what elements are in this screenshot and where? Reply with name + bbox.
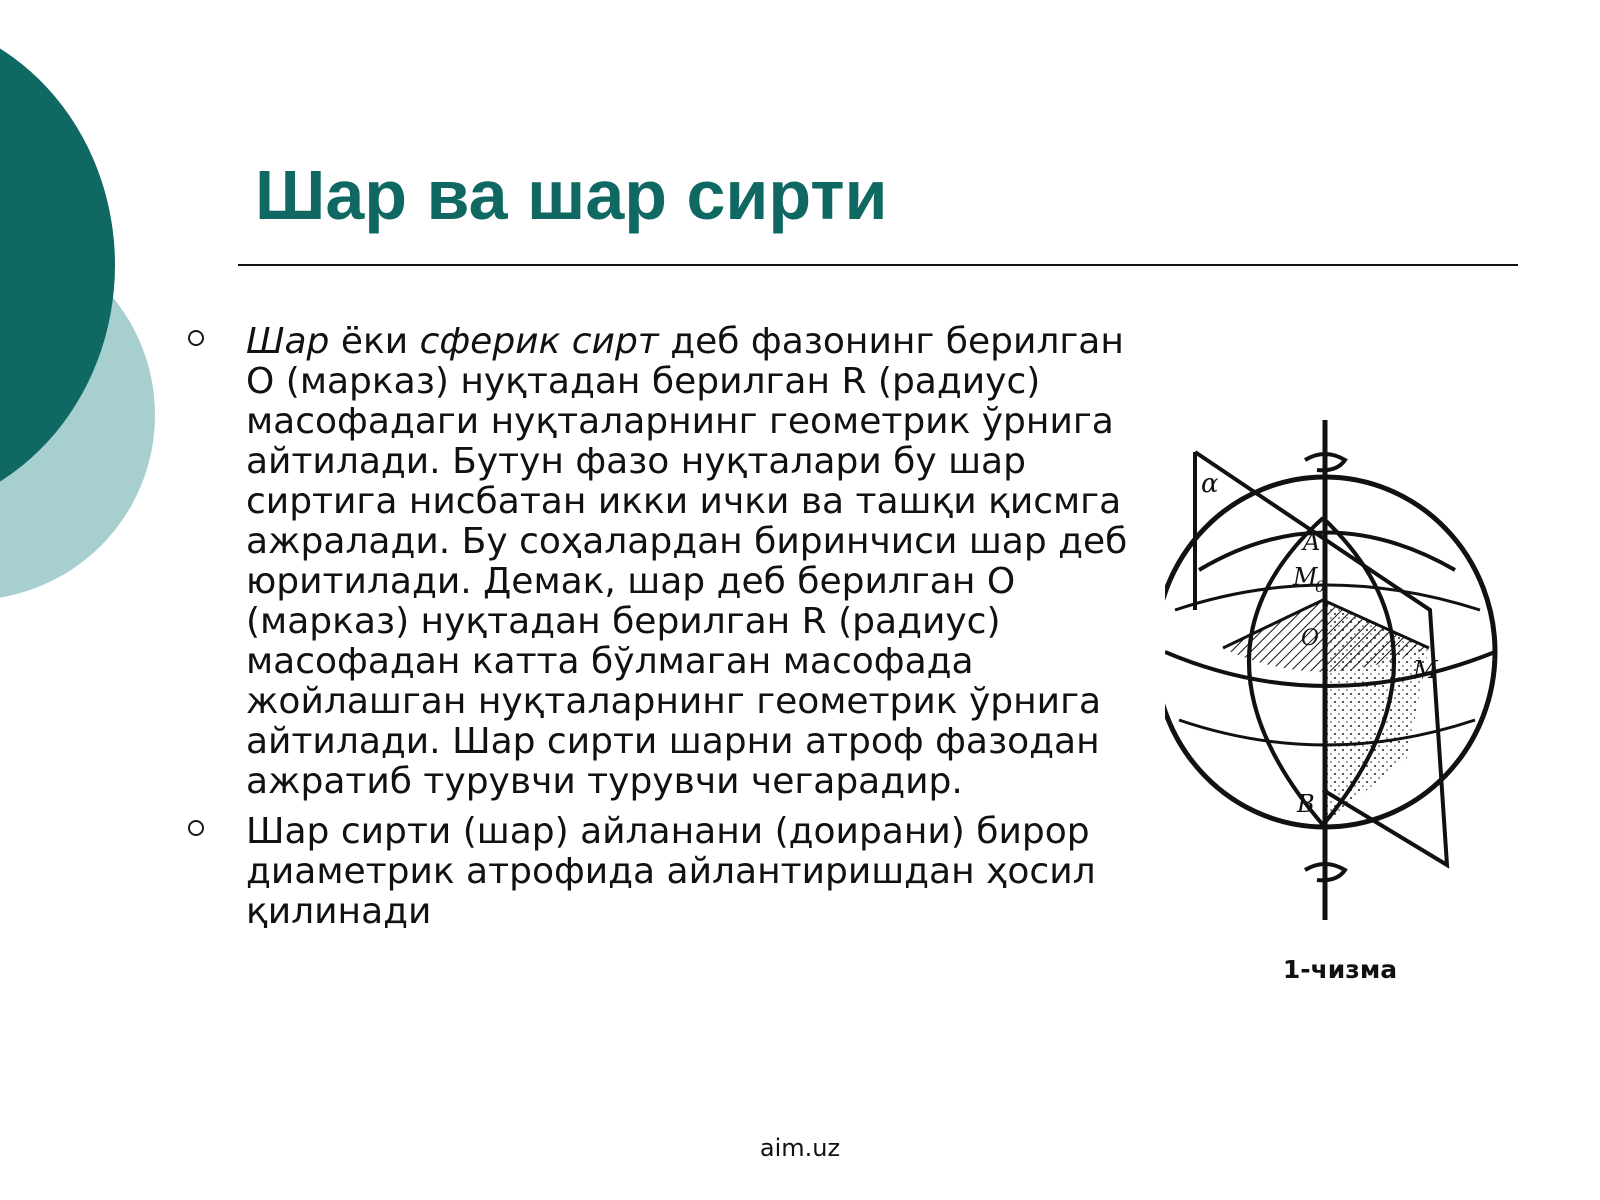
bullet-text: Шар сирти (шар) айланани (доирани) бирор диаметрик атрофида айлантиришдан ҳосил қилинади xyxy=(246,811,1096,932)
slide-title: Шар ва шар сирти xyxy=(255,156,888,234)
label-m0: M xyxy=(1293,563,1318,591)
bullet-item-definition xyxy=(188,322,1148,802)
label-m: M xyxy=(1413,656,1438,684)
footer-source: aim.uz xyxy=(759,1134,841,1162)
label-a: A xyxy=(1303,528,1321,556)
label-o: O xyxy=(1301,626,1320,651)
label-m0-sub: 0 xyxy=(1315,577,1326,596)
title-underline xyxy=(238,264,1518,266)
bullet-text-part: ёки xyxy=(329,321,420,362)
bullet-text-part: деб фазонинг берилган О (марказ) нуқтадан берилган R (радиус) масофадаги нуқталарнинг геометрик ўрнига айтилади. Бутун фазо нуқталари бу шар сиртига нисбатан икки ички ва ташқи қисмга ажралади. Бу соҳалардан биринчиси шар деб юритилади. Демак, шар деб берилган О (марказ) нуқтадан берилган R (радиус) масофадан катта бўлмаган масофада жойлашган нуқталарнинг геометрик ўрнига айтилади. Шар сирти шарни атроф фазодан ажратиб турувчи турувчи чегарадир. xyxy=(246,321,1128,802)
bullet-circle-icon xyxy=(188,820,204,836)
bullet-list xyxy=(188,322,1148,942)
term-sferik-sirt: сферик сирт xyxy=(419,321,659,362)
sphere-figure xyxy=(1165,420,1545,920)
sphere-diagram xyxy=(1165,420,1545,920)
label-alpha: α xyxy=(1201,469,1219,499)
term-shar: Шар xyxy=(246,321,330,362)
bullet-circle-icon xyxy=(188,330,204,346)
bullet-item-rotation xyxy=(188,812,1148,932)
figure-caption: 1-чизма xyxy=(1282,955,1398,984)
label-b: B xyxy=(1297,790,1315,818)
